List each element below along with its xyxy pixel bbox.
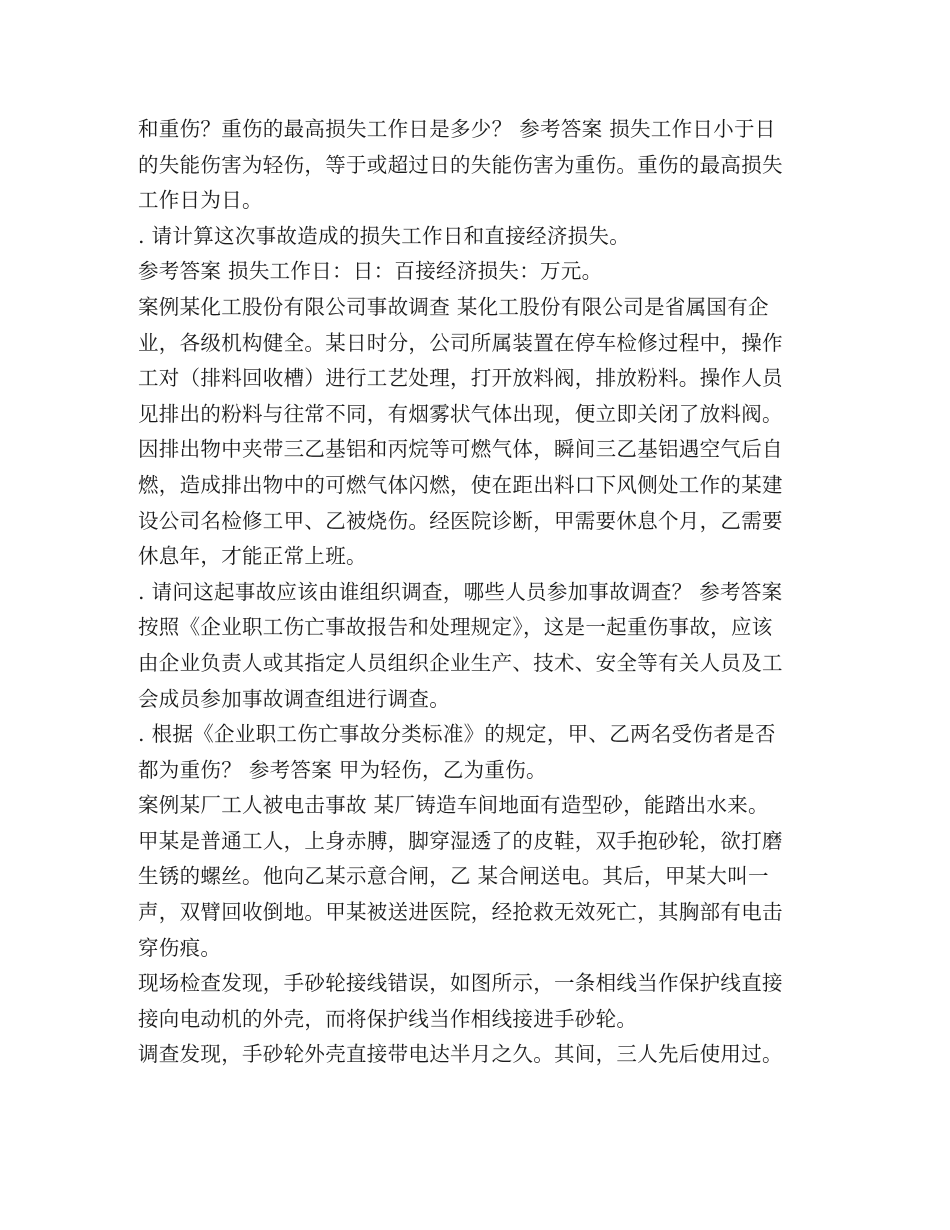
answer-line: 参考答案 损失工作日：日：百接经济损失：万元。 <box>138 259 603 284</box>
text-line: 休息年，才能正常上班。 <box>138 544 367 569</box>
question-line: . 请计算这次事故造成的损失工作日和直接经济损失。 <box>138 223 631 248</box>
text-line: 甲某是普通工人，上身赤膊，脚穿湿透了的皮鞋，双手抱砂轮，欲打磨 <box>138 828 783 853</box>
case-heading-line: 案例某厂工人被电击事故 某厂铸造车间地面有造型砂，能踏出水来。 <box>138 793 769 818</box>
text-line: 和重伤？重伤的最高损失工作日是多少？ 参考答案 损失工作日小于日 <box>138 117 776 141</box>
text-line: 工作日为日。 <box>138 188 263 213</box>
question-line: . 根据《企业职工伤亡事故分类标准》的规定，甲、乙两名受伤者是否 <box>138 722 776 747</box>
text-line: 生锈的螺丝。他向乙某示意合闸，乙 某合闸送电。其后，甲某大叫一 <box>138 864 769 889</box>
text-line: 见排出的粉料与往常不同，有烟雾状气体出现，便立即关闭了放料阀。 <box>138 401 783 426</box>
text-line: 燃，造成排出物中的可燃气体闪燃，使在距出料口下风侧处工作的某建 <box>138 472 783 497</box>
text-line: 接向电动机的外壳，而将保护线当作相线接进手砂轮。 <box>138 1006 638 1031</box>
document-body <box>138 112 828 1073</box>
text-line: 的失能伤害为轻伤，等于或超过日的失能伤害为重伤。重伤的最高损失 <box>138 152 783 177</box>
text-line: 现场检查发现，手砂轮接线错误，如图所示，一条相线当作保护线直接 <box>138 971 783 996</box>
text-line: 业，各级机构健全。某日时分，公司所属装置在停车检修过程中，操作 <box>138 330 783 355</box>
text-line: 因排出物中夹带三乙基铝和丙烷等可燃气体，瞬间三乙基铝遇空气后自 <box>138 437 783 462</box>
text-line: 调查发现，手砂轮外壳直接带电达半月之久。其间，三人先后使用过。 <box>138 1042 783 1067</box>
text-line: 由企业负责人或其指定人员组织企业生产、技术、安全等有关人员及工 <box>138 650 783 675</box>
text-line: 按照《企业职工伤亡事故报告和处理规定》，这是一起重伤事故，应该 <box>138 615 773 640</box>
text-line: 工对（排料回收槽）进行工艺处理，打开放料阀，排放粉料。操作人员 <box>138 366 783 391</box>
text-line: 会成员参加事故调查组进行调查。 <box>138 686 450 711</box>
answer-line: 都为重伤？ 参考答案 甲为轻伤，乙为重伤。 <box>138 757 547 782</box>
text-line: 声，双臂回收倒地。甲某被送进医院，经抢救无效死亡，其胸部有电击 <box>138 900 783 925</box>
text-line: 穿伤痕。 <box>138 935 222 960</box>
case-heading-line: 案例某化工股份有限公司事故调查 某化工股份有限公司是省属国有企 <box>138 294 769 319</box>
text-line: 设公司名检修工甲、乙被烧伤。经医院诊断，甲需要休息个月，乙需要 <box>138 508 783 533</box>
question-line: . 请问这起事故应该由谁组织调查，哪些人员参加事故调查？ 参考答案 <box>138 579 783 604</box>
